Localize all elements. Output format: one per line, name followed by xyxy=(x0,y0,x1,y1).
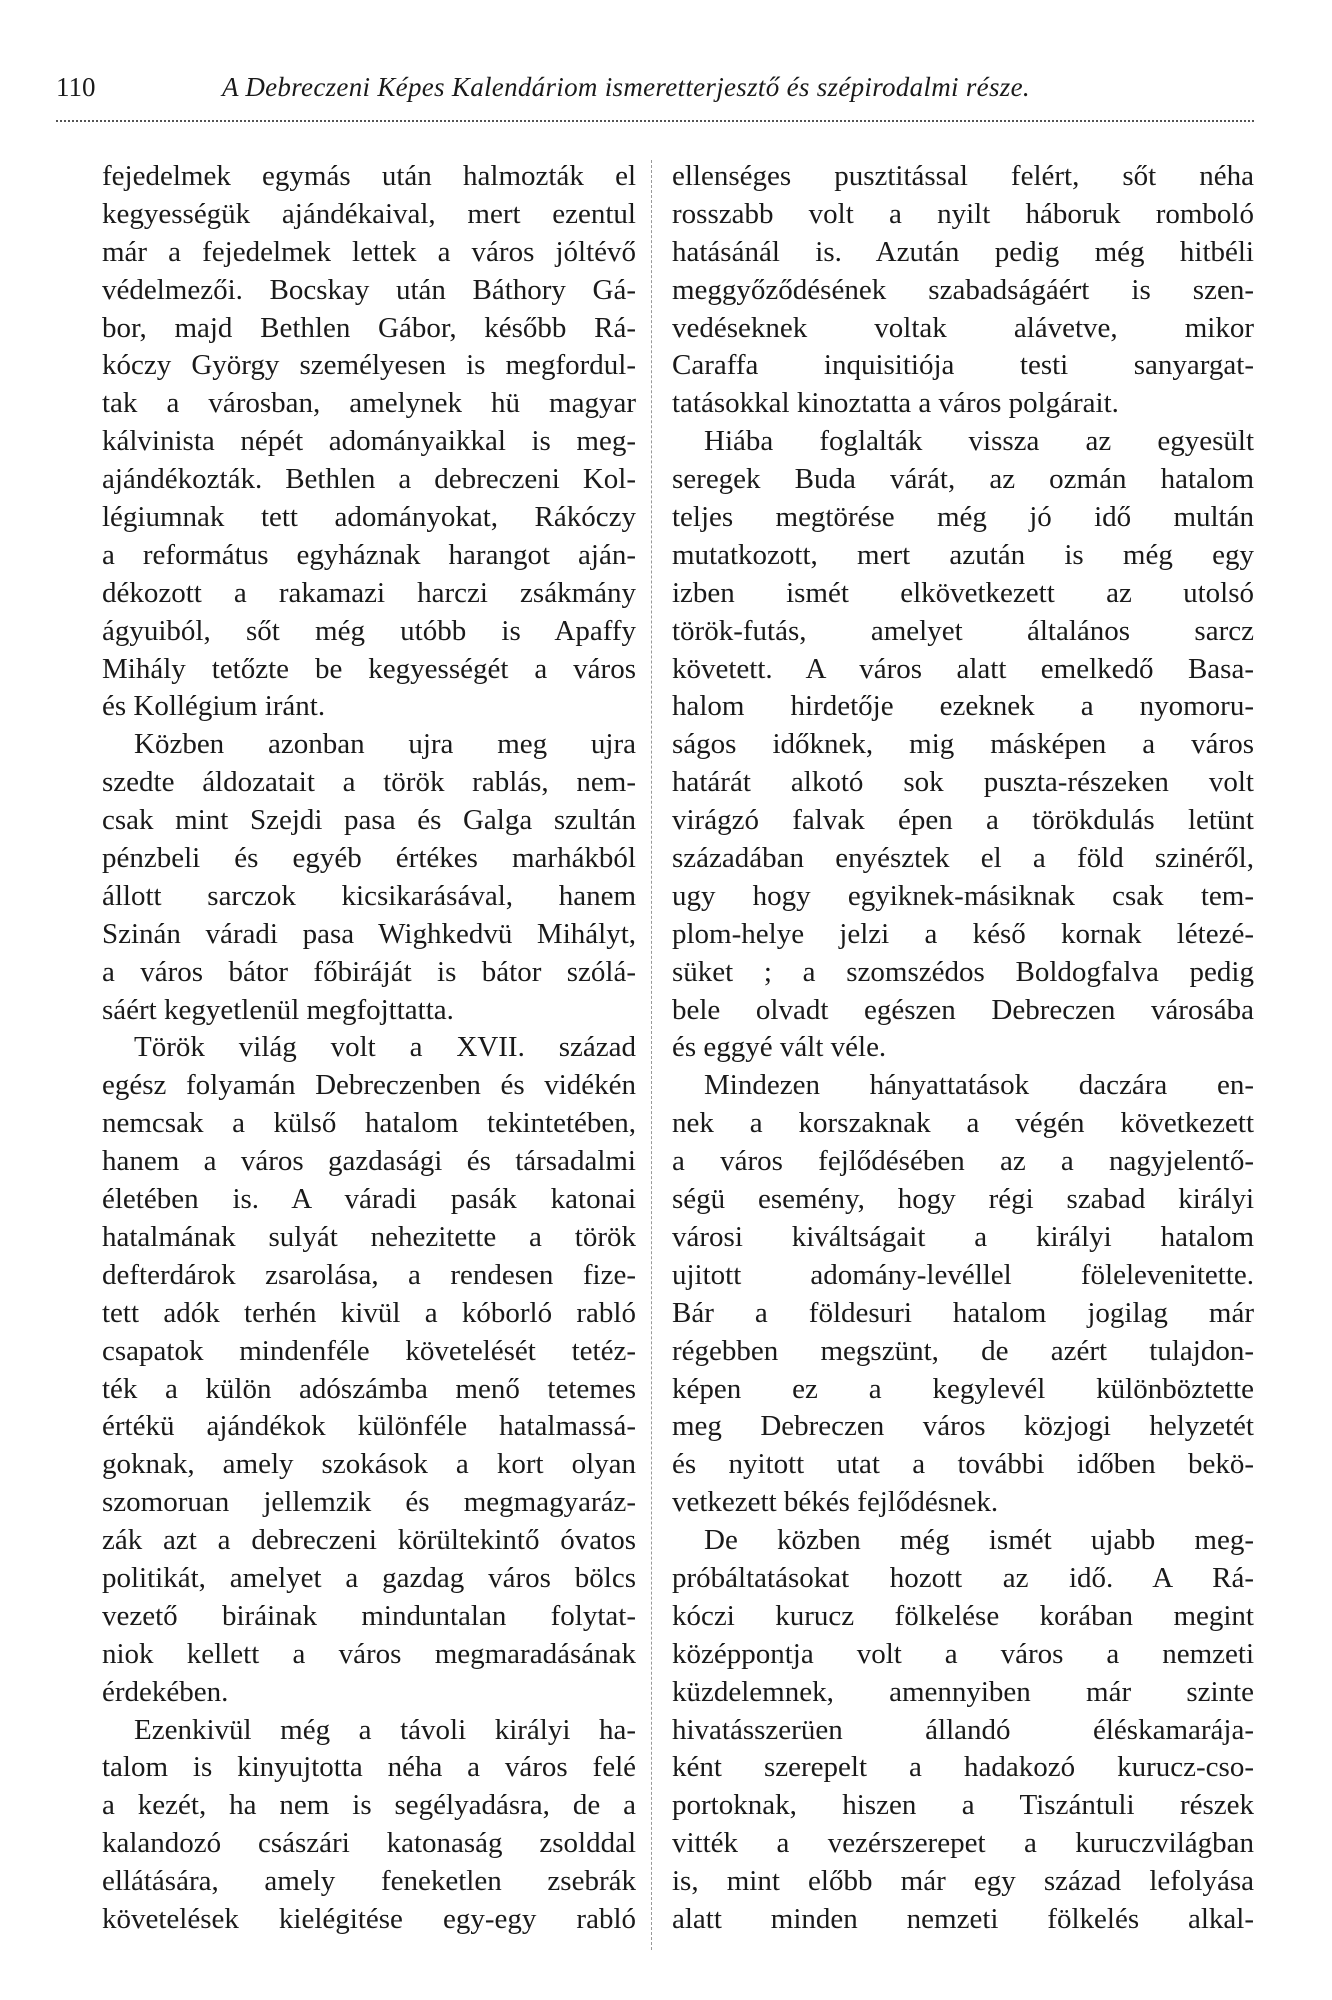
text-line: Török világ volt a XVII. század xyxy=(134,1031,636,1064)
text-line: már a fejedelmek lettek a város jóltévő xyxy=(102,235,636,268)
running-title: A Debreczeni Képes Kalendáriom ismeretterjesztő és szépirodalmi része. xyxy=(222,72,1030,102)
text-line: seregek Buda várát, az ozmán hatalom xyxy=(672,463,1254,496)
text-line: meg Debreczen város közjogi helyzetét xyxy=(672,1410,1254,1443)
page-number: 110 xyxy=(56,72,96,102)
text-line: szedte áldozatait a török rablás, nem- xyxy=(102,766,636,799)
text-line: vedéseknek voltak alávetve, mikor xyxy=(672,311,1254,344)
text-line: dékozott a rakamazi harczi zsákmány xyxy=(102,576,636,609)
text-line: ugy hogy egyiknek-másiknak csak tem- xyxy=(672,879,1254,912)
text-line: ségü esemény, hogy régi szabad királyi xyxy=(672,1183,1254,1216)
text-line: is, mint előbb már egy század lefolyása xyxy=(672,1865,1254,1898)
text-line: középpontja volt a város a nemzeti xyxy=(672,1637,1254,1670)
text-line: ságos időknek, mig másképen a város xyxy=(672,728,1254,761)
text-line: kegyességük ajándékaival, mert ezentul xyxy=(102,197,636,230)
text-line: vitték a vezérszerepet a kuruczvilágban xyxy=(672,1827,1254,1860)
text-line: török-futás, amelyet általános sarcz xyxy=(672,614,1254,647)
text-line: Mindezen hányattatások daczára en- xyxy=(704,1069,1254,1102)
text-line: képen ez a kegylevél különböztette xyxy=(672,1372,1254,1405)
text-line: portoknak, hiszen a Tiszántuli részek xyxy=(672,1789,1254,1822)
text-line: nek a korszaknak a végén következett xyxy=(672,1107,1254,1140)
text-line: a város bátor főbiráját is bátor szólá- xyxy=(102,955,636,988)
text-line: zák azt a debreczeni körültekintő óvatos xyxy=(102,1524,636,1557)
text-line: követett. A város alatt emelkedő Basa- xyxy=(672,652,1254,685)
text-line: plom-helye jelzi a késő kornak létezé- xyxy=(672,917,1254,950)
text-line: niok kellett a város megmaradásának xyxy=(102,1637,636,1670)
text-line: küzdelemnek, amennyiben már szinte xyxy=(672,1675,1254,1708)
text-line: kálvinista népét adományaikkal is meg- xyxy=(102,425,636,458)
text-line: hivatásszerüen állandó éléskamarája- xyxy=(672,1713,1254,1746)
text-line: ellenséges pusztitással felért, sőt néha xyxy=(672,160,1254,192)
text-line: a város fejlődésében az a nagyjelentő- xyxy=(672,1145,1254,1178)
text-line: hatalmának sulyát nehezitette a török xyxy=(102,1220,636,1253)
text-line: csak mint Szejdi pasa és Galga szultán xyxy=(102,804,636,837)
text-line: értékü ajándékok különféle hatalmassá- xyxy=(102,1410,636,1443)
text-line: és nyitott utat a további időben bekö- xyxy=(672,1448,1254,1481)
text-line: régebben megszünt, de azért tulajdon- xyxy=(672,1334,1254,1367)
text-line: rosszabb volt a nyilt háboruk romboló xyxy=(672,197,1254,230)
text-line: csapatok mindenféle követelését tetéz- xyxy=(102,1334,636,1367)
text-line: pénzbeli és egyéb értékes marhákból xyxy=(102,842,636,875)
text-line: goknak, amely szokások a kort olyan xyxy=(102,1448,636,1481)
text-line: politikát, amelyet a gazdag város bölcs xyxy=(102,1561,636,1594)
text-line: Szinán váradi pasa Wighkedvü Mihályt, xyxy=(102,917,636,950)
text-line: tett adók terhén kivül a kóborló rabló xyxy=(102,1296,636,1329)
text-line: süket ; a szomszédos Boldogfalva pedig xyxy=(672,955,1254,988)
text-line: egész folyamán Debreczenben és vidékén xyxy=(102,1069,636,1102)
column-separator xyxy=(651,160,652,1950)
text-line: városi kiváltságait a királyi hatalom xyxy=(672,1220,1254,1253)
text-line: és eggyé vált véle. xyxy=(672,1031,887,1064)
text-line: századában enyésztek el a föld szinéről, xyxy=(672,842,1254,875)
text-line: halom hirdetője ezeknek a nyomoru- xyxy=(672,690,1254,723)
text-line: kóczi kurucz fölkelése korában megint xyxy=(672,1599,1254,1632)
header-rule xyxy=(56,120,1254,122)
text-line: Ezenkivül még a távoli királyi ha- xyxy=(134,1713,636,1746)
text-line: állott sarczok kicsikarásával, hanem xyxy=(102,879,636,912)
text-line: ték a külön adószámba menő tetemes xyxy=(102,1372,636,1405)
text-line: követelések kielégitése egy-egy rabló xyxy=(102,1902,636,1935)
text-line: ellátására, amely feneketlen zsebrák xyxy=(102,1865,636,1898)
text-line: szomoruan jellemzik és megmagyaráz- xyxy=(102,1486,636,1519)
text-line: ujitott adomány-levéllel fölelevenitette. xyxy=(672,1258,1254,1291)
text-line: Mihály tetőzte be kegyességét a város xyxy=(102,652,636,685)
text-line: hanem a város gazdasági és társadalmi xyxy=(102,1145,636,1178)
text-line: tak a városban, amelynek hü magyar xyxy=(102,387,636,420)
text-line: vezető biráinak minduntalan folytat- xyxy=(102,1599,636,1632)
text-line: izben ismét elkövetkezett az utolsó xyxy=(672,576,1254,609)
text-line: bor, majd Bethlen Gábor, később Rá- xyxy=(102,311,636,344)
text-line: tatásokkal kinoztatta a város polgárait. xyxy=(672,387,1119,420)
text-line: meggyőződésének szabadságáért is szen- xyxy=(672,273,1254,306)
text-line: védelmezői. Bocskay után Báthory Gá- xyxy=(102,273,636,306)
text-line: ágyuiból, sőt még utóbb is Apaffy xyxy=(102,614,636,647)
text-line: kalandozó császári katonaság zsolddal xyxy=(102,1827,636,1860)
text-line: kóczy György személyesen is megfordul- xyxy=(102,349,636,382)
text-line: életében is. A váradi pasák katonai xyxy=(102,1183,636,1216)
left-column xyxy=(102,158,636,1939)
text-line: határát alkotó sok puszta-részeken volt xyxy=(672,766,1254,799)
text-line: virágzó falvak épen a törökdulás letünt xyxy=(672,804,1254,837)
text-line: nemcsak a külső hatalom tekintetében, xyxy=(102,1107,636,1140)
text-line: Hiába foglalták vissza az egyesült xyxy=(704,425,1254,458)
text-line: és Kollégium iránt. xyxy=(102,690,326,723)
text-line: defterdárok zsarolása, a rendesen fize- xyxy=(102,1258,636,1291)
text-line: alatt minden nemzeti fölkelés alkal- xyxy=(672,1902,1254,1935)
text-line: vetkezett békés fejlődésnek. xyxy=(672,1486,999,1519)
text-line: próbáltatásokat hozott az idő. A Rá- xyxy=(672,1561,1254,1594)
text-line: De közben még ismét ujabb meg- xyxy=(704,1524,1254,1557)
text-line: légiumnak tett adományokat, Rákóczy xyxy=(102,501,636,534)
text-line: a református egyháznak harangot aján- xyxy=(102,538,636,571)
text-line: bele olvadt egészen Debreczen városába xyxy=(672,993,1254,1026)
text-line: fejedelmek egymás után halmozták el xyxy=(102,160,636,192)
text-line: teljes megtörése még jó idő multán xyxy=(672,501,1254,534)
text-line: a kezét, ha nem is segélyadásra, de a xyxy=(102,1789,636,1822)
text-line: Közben azonban ujra meg ujra xyxy=(134,728,636,761)
text-line: ként szerepelt a hadakozó kurucz-cso- xyxy=(672,1751,1254,1784)
text-line: Bár a földesuri hatalom jogilag már xyxy=(672,1296,1254,1329)
text-line: Caraffa inquisitiója testi sanyargat- xyxy=(672,349,1254,382)
text-line: érdekében. xyxy=(102,1675,229,1708)
text-line: mutatkozott, mert azután is még egy xyxy=(672,538,1254,571)
text-line: ajándékozták. Bethlen a debreczeni Kol- xyxy=(102,463,636,496)
text-line: sáért kegyetlenül megfojttatta. xyxy=(102,993,454,1026)
text-line: hatásánál is. Azután pedig még hitbéli xyxy=(672,235,1254,268)
right-column xyxy=(672,158,1254,1939)
text-line: talom is kinyujtotta néha a város felé xyxy=(102,1751,636,1784)
